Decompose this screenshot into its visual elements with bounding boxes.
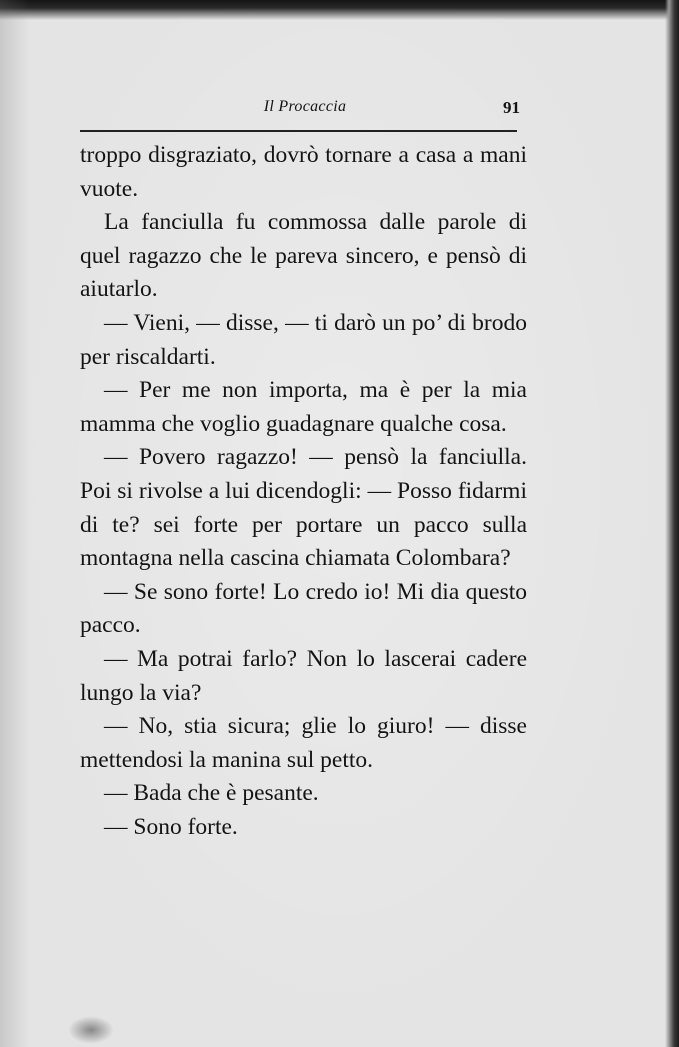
- paragraph: La fanciulla fu commossa dalle parole di quel ragazzo che le pareva sincero, e pensò di aiutarlo.: [80, 209, 527, 303]
- paragraph: — Per me non importa, ma è per la mia mamma che voglio guadagnare qualche cosa.: [80, 377, 527, 437]
- running-head-title: Il Procaccia: [263, 98, 347, 115]
- page-gutter-shade: [0, 0, 30, 1047]
- page-number: 91: [503, 98, 520, 117]
- paragraph: — Se sono forte! Lo credo io! Mi dia questo pacco.: [80, 578, 527, 639]
- running-head: [80, 96, 520, 124]
- paragraph: — Ma potrai farlo? Non lo lascerai cadere lungo la via?: [80, 645, 527, 706]
- paragraph: — Vieni, — disse, — ti darò un po’ di brodo per riscaldarti.: [80, 309, 527, 370]
- paragraph: — Bada che è pesante.: [104, 780, 319, 807]
- paragraph-continued: troppo disgraziato, dovrò tornare a casa a mani vuote.: [80, 142, 527, 202]
- body-text: [80, 139, 527, 844]
- paragraph: — Sono forte.: [104, 813, 238, 840]
- scan-right-edge: [665, 0, 679, 1047]
- paragraph: — Povero ragazzo! — pensò la fanciulla. Poi si rivolse a lui dicendogli: — Posso fidarmi di te? sei forte per portare un pacco sulla montagna nella cascina chiamata Colombara?: [80, 444, 527, 572]
- paragraph: — No, stia sicura; glie lo giuro! — disse mettendosi la manina sul petto.: [80, 713, 527, 773]
- ink-smudge: [68, 1016, 114, 1044]
- scan-top-edge: [0, 0, 679, 20]
- header-rule: [80, 130, 517, 132]
